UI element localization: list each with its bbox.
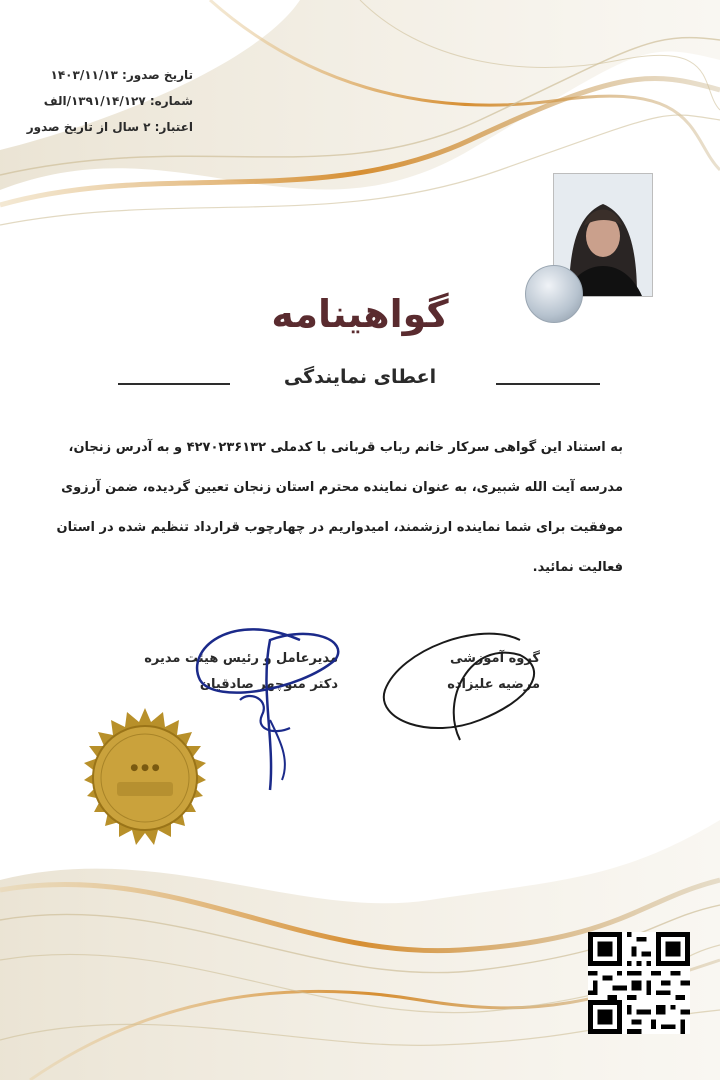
- signature-block-education: [420, 646, 540, 698]
- body-line: فعالیت نمائید.: [532, 560, 623, 575]
- certificate-subtitle: اعطای نمایندگی: [283, 366, 437, 388]
- education-name: مرضیه علیزاده: [447, 677, 540, 692]
- qr-code: [588, 932, 690, 1034]
- validity: اعتبار: ۲ سال از تاریخ صدور: [26, 120, 193, 134]
- signature-block-ceo: [118, 646, 338, 698]
- certificate-body: [56, 428, 623, 588]
- body-line: مدرسه آیت الله شبیری، به عنوان نماینده محترم استان زنجان تعیین گردیده، ضمن آرزوی: [61, 480, 623, 495]
- gold-seal: [65, 708, 225, 868]
- certificate-title: گواهینامه: [271, 292, 449, 336]
- ceo-name: دکتر منوچهر صادقیان: [199, 677, 338, 692]
- subtitle-rule-right: [496, 383, 600, 385]
- education-title: گروه آموزشی: [449, 651, 540, 666]
- body-line: به استناد این گواهی سرکار خانم رباب قربانی با کدملی ۴۲۷۰۲۳۶۱۳۲ و به آدرس زنجان،: [68, 440, 623, 455]
- certificate-number: شماره: ۱۳۹۱/۱۴/۱۲۷/الف: [43, 94, 193, 108]
- body-line: موفقیت برای شما نماینده ارزشمند، امیدواریم در چهارچوب قرارداد تنظیم شده در استان: [56, 520, 623, 535]
- certificate-meta: [18, 62, 193, 140]
- seal-text: ● ● ●: [130, 763, 160, 773]
- issue-date: تاریخ صدور: ۱۴۰۳/۱۱/۱۳: [50, 68, 193, 82]
- ceo-title: مدیرعامل و رئیس هیئت مدیره: [144, 651, 338, 666]
